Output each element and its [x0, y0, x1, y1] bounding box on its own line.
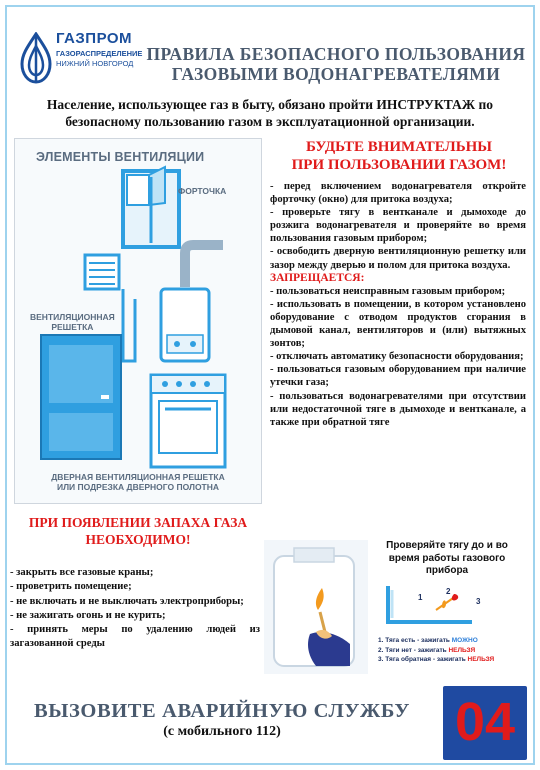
draft-legend-text: 1. Тяга есть - зажигать [378, 637, 452, 644]
draft-legend-item-1 [378, 636, 534, 646]
forbidden-heading: ЗАПРЕЩАЕТСЯ: [270, 271, 365, 284]
intro-text: Население, использующее газ в быту, обязано пройти ИНСТРУКТАЖ по безопасному пользованию газом в эксплуатационной организации. [46, 97, 494, 129]
gas-smell-list [10, 566, 260, 652]
forbidden-item: - отключать автоматику безопасности оборудования; [270, 351, 524, 363]
draft-legend-verdict: НЕЛЬЗЯ [448, 646, 476, 654]
rules-list [270, 180, 526, 429]
label-fortochka: ФОРТОЧКА [178, 186, 227, 196]
mobile-number-text: (с мобильного 112) [163, 724, 281, 739]
label-door-line-1: ДВЕРНАЯ ВЕНТИЛЯЦИОННАЯ РЕШЕТКА [51, 472, 225, 482]
gas-smell-heading [10, 514, 266, 548]
gas-smell-line-2: НЕОБХОДИМО! [85, 532, 191, 547]
emergency-number-badge [443, 686, 527, 760]
call-emergency-text: ВЫЗОВИТЕ АВАРИЙНУЮ СЛУЖБУ [33, 700, 411, 722]
attention-line-1: БУДЬТЕ ВНИМАТЕЛЬНЫ [305, 139, 493, 155]
forbidden-item: - пользоваться неисправным газовым прибором; [270, 285, 506, 297]
gas-smell-line-1: ПРИ ПОЯВЛЕНИИ ЗАПАХА ГАЗА [28, 515, 248, 530]
draft-check-drawing [264, 540, 368, 674]
rule-item: - перед включением водонагревателя откройте форточку (окно) для притока воздуха; [270, 181, 526, 206]
draft-number-3: 3 [476, 597, 481, 606]
title-line-2: ГАЗОВЫМИ ВОДОНАГРЕВАТЕЛЯМИ [171, 64, 501, 84]
emergency-number: 04 [454, 692, 516, 752]
title-line-1: ПРАВИЛА БЕЗОПАСНОГО ПОЛЬЗОВАНИЯ [146, 44, 526, 64]
attention-line-2: ПРИ ПОЛЬЗОВАНИИ ГАЗОМ! [291, 157, 507, 173]
gazprom-logo [18, 30, 143, 88]
draft-number-1: 1 [418, 593, 423, 602]
logo-subtitle: ГАЗОРАСПРЕДЕЛЕНИЕ [56, 49, 143, 58]
draft-legend-text: 2. Тяги нет - зажигать [378, 646, 449, 654]
draft-legend-item-3 [378, 655, 534, 665]
gas-smell-item: - принять меры по удалению людей из загазованной среды [10, 624, 260, 650]
forbidden-item: - использовать в помещении, в котором установлено оборудование с отводом продуктов сгорания в дымовой канал, вентиляторов и (или) вытяжных зонтов; [270, 298, 526, 350]
attention-heading [268, 138, 530, 174]
draft-legend-text: 3. Тяга обратная - зажигать [378, 656, 468, 663]
label-vent-grate [30, 312, 115, 332]
logo-name: ГАЗПРОМ [56, 30, 133, 47]
flame-logo-icon [18, 32, 54, 84]
draft-legend-verdict: НЕЛЬЗЯ [467, 656, 495, 663]
draft-check-illustration [264, 540, 368, 674]
draft-check-title: Проверяйте тягу до и во время работы газового прибора [386, 540, 508, 576]
gas-smell-item: - закрыть все газовые краны; [10, 567, 154, 578]
label-vent-line-2: РЕШЕТКА [51, 322, 94, 332]
forbidden-item: - пользоваться газовым оборудованием при наличие утечки газа; [270, 364, 526, 389]
draft-number-2: 2 [446, 587, 451, 596]
draft-legend-verdict: МОЖНО [451, 637, 478, 644]
draft-legend-item-2 [378, 646, 534, 656]
label-door-line-2: ИЛИ ПОДРЕЗКА ДВЕРНОГО ПОЛОТНА [56, 482, 220, 492]
page-title [138, 44, 534, 84]
label-door-grate [18, 472, 258, 492]
forbidden-item: - пользоваться водонагревателями при отсутствии или недостаточной тяге в дымоходе и вентканале, а также при обратной тяге [270, 390, 526, 428]
gas-smell-item: - проветрить помещение; [10, 581, 132, 593]
label-vent-line-1: ВЕНТИЛЯЦИОННАЯ [30, 312, 115, 322]
gas-smell-item: - не зажигать огонь и не курить; [10, 609, 166, 621]
ventilation-title: ЭЛЕМЕНТЫ ВЕНТИЛЯЦИИ [36, 150, 205, 164]
draft-flame-diagram [382, 582, 522, 630]
rule-item: - освободить дверную вентиляционную решетку или зазор между дверью и полом для притока воздуха. [270, 246, 526, 271]
rule-item: - проверьте тягу в вентканале и дымоходе до розжига водонагревателя и проверяйте во время пользования газовым прибором; [270, 207, 526, 245]
draft-diagram [382, 582, 522, 630]
draft-legend [378, 636, 534, 665]
gas-smell-item: - не включать и не выключать электроприборы; [10, 595, 244, 607]
logo-city: НИЖНИЙ НОВГОРОД [56, 59, 134, 68]
